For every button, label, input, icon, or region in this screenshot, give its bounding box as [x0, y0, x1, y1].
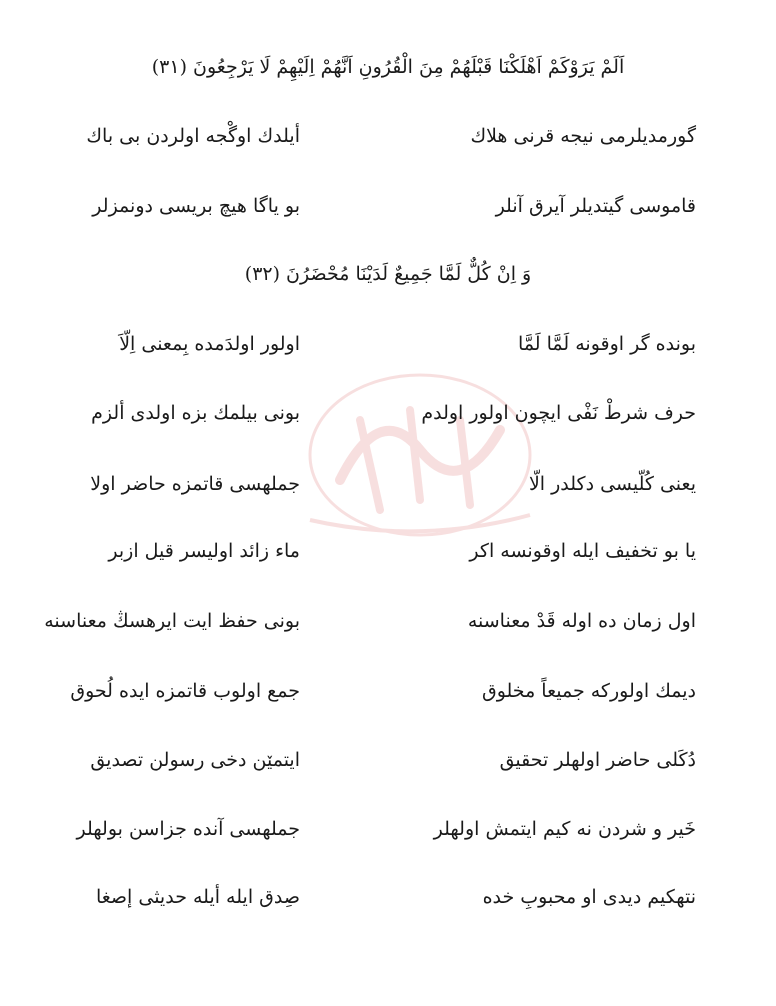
couplet-8-first-hemistich: ديمك اولوركه جميعاً مخلوق: [481, 680, 696, 702]
couplet-11-second-hemistich: صِدق ايله أيله حديثى إصغا: [95, 886, 300, 908]
couplet-3-second-hemistich: اولور اولدَمده بِمعنى اِلّاَ: [119, 333, 300, 355]
couplet-7-second-hemistich: بونى حفظ ايت ايرهسڭ معناسنه: [44, 610, 300, 632]
couplet-10-second-hemistich: جملهسى آنده جزاسن بولهلر: [76, 818, 300, 840]
quran-verse-32: وَ اِنْ كُلٌّ لَمَّا جَمِيعٌ لَدَيْنَا مُحْضَرُنَ (۳۲): [244, 263, 532, 285]
couplet-1-second-hemistich: أيلدك اوگْجه اولردن بى باك: [86, 125, 300, 147]
couplet-5-second-hemistich: جملهسى قاتمزه حاضر اولا: [90, 473, 300, 495]
couplet-4-first-hemistich: حرف شرطْ نَفْى ايچون اولور اولدم: [421, 402, 696, 424]
couplet-5-first-hemistich: يعنى كُلّيسى دكلدر الّا: [528, 473, 696, 495]
couplet-3-first-hemistich: بونده گر اوقونه لَمَّا لَمَّا: [518, 333, 696, 355]
couplet-6-second-hemistich: ماء زائد اوليسر قيل ازبر: [108, 540, 300, 562]
couplet-9-first-hemistich: دُكَلى حاضر اولهلر تحقيق: [499, 749, 696, 771]
quran-verse-31: اَلَمْ يَرَوْكَمْ اَهْلَكْنَا قَبْلَهُمْ مِنَ الْقُرُونِ اَنَّهُمْ اِلَيْهِمْ لَا يَرْجِعُونَ (۳۱): [151, 56, 625, 78]
couplet-1-first-hemistich: گورمديلرمى نيجه قرنى هلاك: [470, 125, 696, 147]
couplet-11-first-hemistich: نتهكيم ديدى او محبوبِ خده: [482, 886, 696, 908]
couplet-9-second-hemistich: ايتمێن دخى رسولن تصديق: [90, 749, 300, 771]
couplet-10-first-hemistich: خَير و شردن نه كيم ايتمش اولهلر: [433, 818, 696, 840]
couplet-4-second-hemistich: بونى بيلمك بزه اولدى ألزم: [91, 402, 300, 424]
library-watermark-logo: [270, 360, 570, 550]
couplet-2-second-hemistich: بو ياگا هيچ بريسى دونمزلر: [92, 195, 300, 217]
couplet-7-first-hemistich: اول زمان ده اوله قَدْ معناسنه: [467, 610, 696, 632]
couplet-2-first-hemistich: قاموسى گيتديلر آيرق آنلر: [495, 195, 696, 217]
couplet-8-second-hemistich: جمع اولوب قاتمزه ايده لُحوق: [70, 680, 300, 702]
couplet-6-first-hemistich: يا بو تخفيف ايله اوقونسه اكر: [469, 540, 696, 562]
